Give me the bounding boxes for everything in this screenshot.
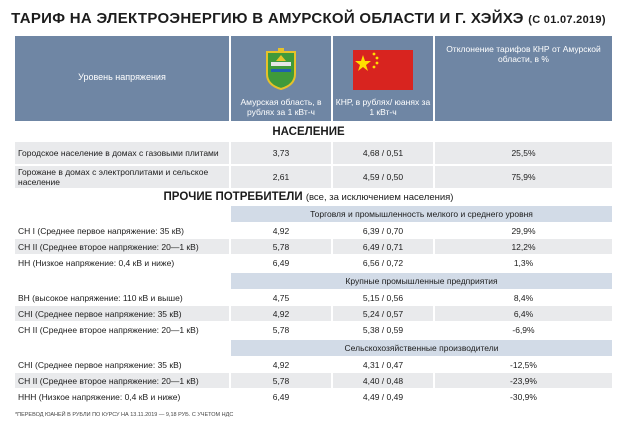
table-row	[15, 389, 612, 404]
table-row	[15, 166, 612, 188]
row-label: СН II (Среднее второе напряжение: 20—1 кВ)	[15, 239, 229, 254]
row-china: 6,39 / 0,70	[333, 223, 433, 238]
header-china	[333, 36, 433, 121]
row-amur: 2,61	[231, 166, 331, 188]
china-flag-icon	[353, 50, 413, 90]
group-header: Крупные промышленные предприятия	[231, 273, 612, 289]
row-diff: 6,4%	[435, 306, 612, 321]
row-label: ВН (высокое напряжение: 110 кВ и выше)	[15, 290, 229, 305]
title-date: (С 01.07.2019)	[528, 14, 606, 26]
row-amur: 3,73	[231, 142, 331, 164]
section-subtitle: (все, за исключением населения)	[305, 192, 454, 203]
amur-coat-of-arms-icon	[264, 48, 298, 90]
row-china: 4,68 / 0,51	[333, 142, 433, 164]
header-col1-label: Уровень напряжения	[78, 72, 166, 82]
row-label: СНI (Среднее первое напряжение: 35 кВ)	[15, 306, 229, 321]
row-china: 6,56 / 0,72	[333, 255, 433, 270]
title-main: ТАРИФ НА ЭЛЕКТРОЭНЕРГИЮ В АМУРСКОЙ ОБЛАСТИ И Г. ХЭЙХЭ	[11, 10, 524, 27]
row-diff: -30,9%	[435, 389, 612, 404]
row-china: 4,59 / 0,50	[333, 166, 433, 188]
row-label: Городское население в домах с газовыми плитами	[15, 142, 229, 164]
table-row	[15, 223, 612, 238]
row-china: 4,49 / 0,49	[333, 389, 433, 404]
header-amur	[231, 36, 331, 121]
row-diff: 12,2%	[435, 239, 612, 254]
footnote: *ПЕРЕВОД ЮАНЕЙ В РУБЛИ ПО КУРСУ НА 13.11.2019 — 9,18 РУБ. С УЧЕТОМ НДС	[15, 412, 234, 418]
group-header: Торговля и промышленность мелкого и среднего уровня	[231, 206, 612, 222]
table-row	[15, 142, 612, 164]
header-col4-label: Отклонение тарифов КНР от Амурской области, в %	[446, 44, 601, 64]
row-amur: 4,92	[231, 306, 331, 321]
table-row	[15, 357, 612, 372]
table-row	[15, 255, 612, 270]
header-voltage-level	[15, 36, 229, 121]
row-china: 5,24 / 0,57	[333, 306, 433, 321]
row-diff: 75,9%	[435, 166, 612, 188]
row-amur: 4,92	[231, 223, 331, 238]
row-china: 5,15 / 0,56	[333, 290, 433, 305]
row-label: Горожане в домах с электроплитами и сельское население	[15, 166, 229, 188]
row-diff: 8,4%	[435, 290, 612, 305]
page-title	[0, 10, 617, 29]
row-amur: 5,78	[231, 239, 331, 254]
row-diff: 25,5%	[435, 142, 612, 164]
row-label: ННН (Низкое напряжение: 0,4 кВ и ниже)	[15, 389, 229, 404]
section-title: ПРОЧИЕ ПОТРЕБИТЕЛИ	[163, 191, 303, 203]
row-china: 5,38 / 0,59	[333, 322, 433, 337]
section-population-title	[0, 126, 617, 138]
table-row	[15, 290, 612, 305]
table-row	[15, 306, 612, 321]
row-amur: 6,49	[231, 389, 331, 404]
table-row	[15, 239, 612, 254]
row-amur: 5,78	[231, 322, 331, 337]
row-label: СН I (Среднее первое напряжение: 35 кВ)	[15, 223, 229, 238]
row-diff: 29,9%	[435, 223, 612, 238]
row-amur: 5,78	[231, 373, 331, 388]
row-china: 4,31 / 0,47	[333, 357, 433, 372]
row-china: 6,49 / 0,71	[333, 239, 433, 254]
row-amur: 6,49	[231, 255, 331, 270]
row-diff: 1,3%	[435, 255, 612, 270]
row-label: СН II (Среднее второе напряжение: 20—1 кВ)	[15, 322, 229, 337]
row-amur: 4,75	[231, 290, 331, 305]
table-row	[15, 373, 612, 388]
header-col3-label: КНР, в рублях/ юанях за 1 кВт-ч	[335, 97, 431, 117]
row-label: СНI (Среднее первое напряжение: 35 кВ)	[15, 357, 229, 372]
row-label: СН II (Среднее второе напряжение: 20—1 кВ)	[15, 373, 229, 388]
table-row	[15, 322, 612, 337]
section-others-title	[0, 191, 617, 203]
section-title: НАСЕЛЕНИЕ	[272, 126, 345, 138]
header-col2-label: Амурская область, в рублях за 1 кВт-ч	[240, 97, 322, 117]
group-header: Сельскохозяйственные производители	[231, 340, 612, 356]
row-china: 4,40 / 0,48	[333, 373, 433, 388]
row-diff: -12,5%	[435, 357, 612, 372]
row-diff: -23,9%	[435, 373, 612, 388]
header-deviation	[435, 36, 612, 121]
row-label: НН (Низкое напряжение: 0,4 кВ и ниже)	[15, 255, 229, 270]
table-header	[15, 36, 612, 121]
row-diff: -6,9%	[435, 322, 612, 337]
row-amur: 4,92	[231, 357, 331, 372]
